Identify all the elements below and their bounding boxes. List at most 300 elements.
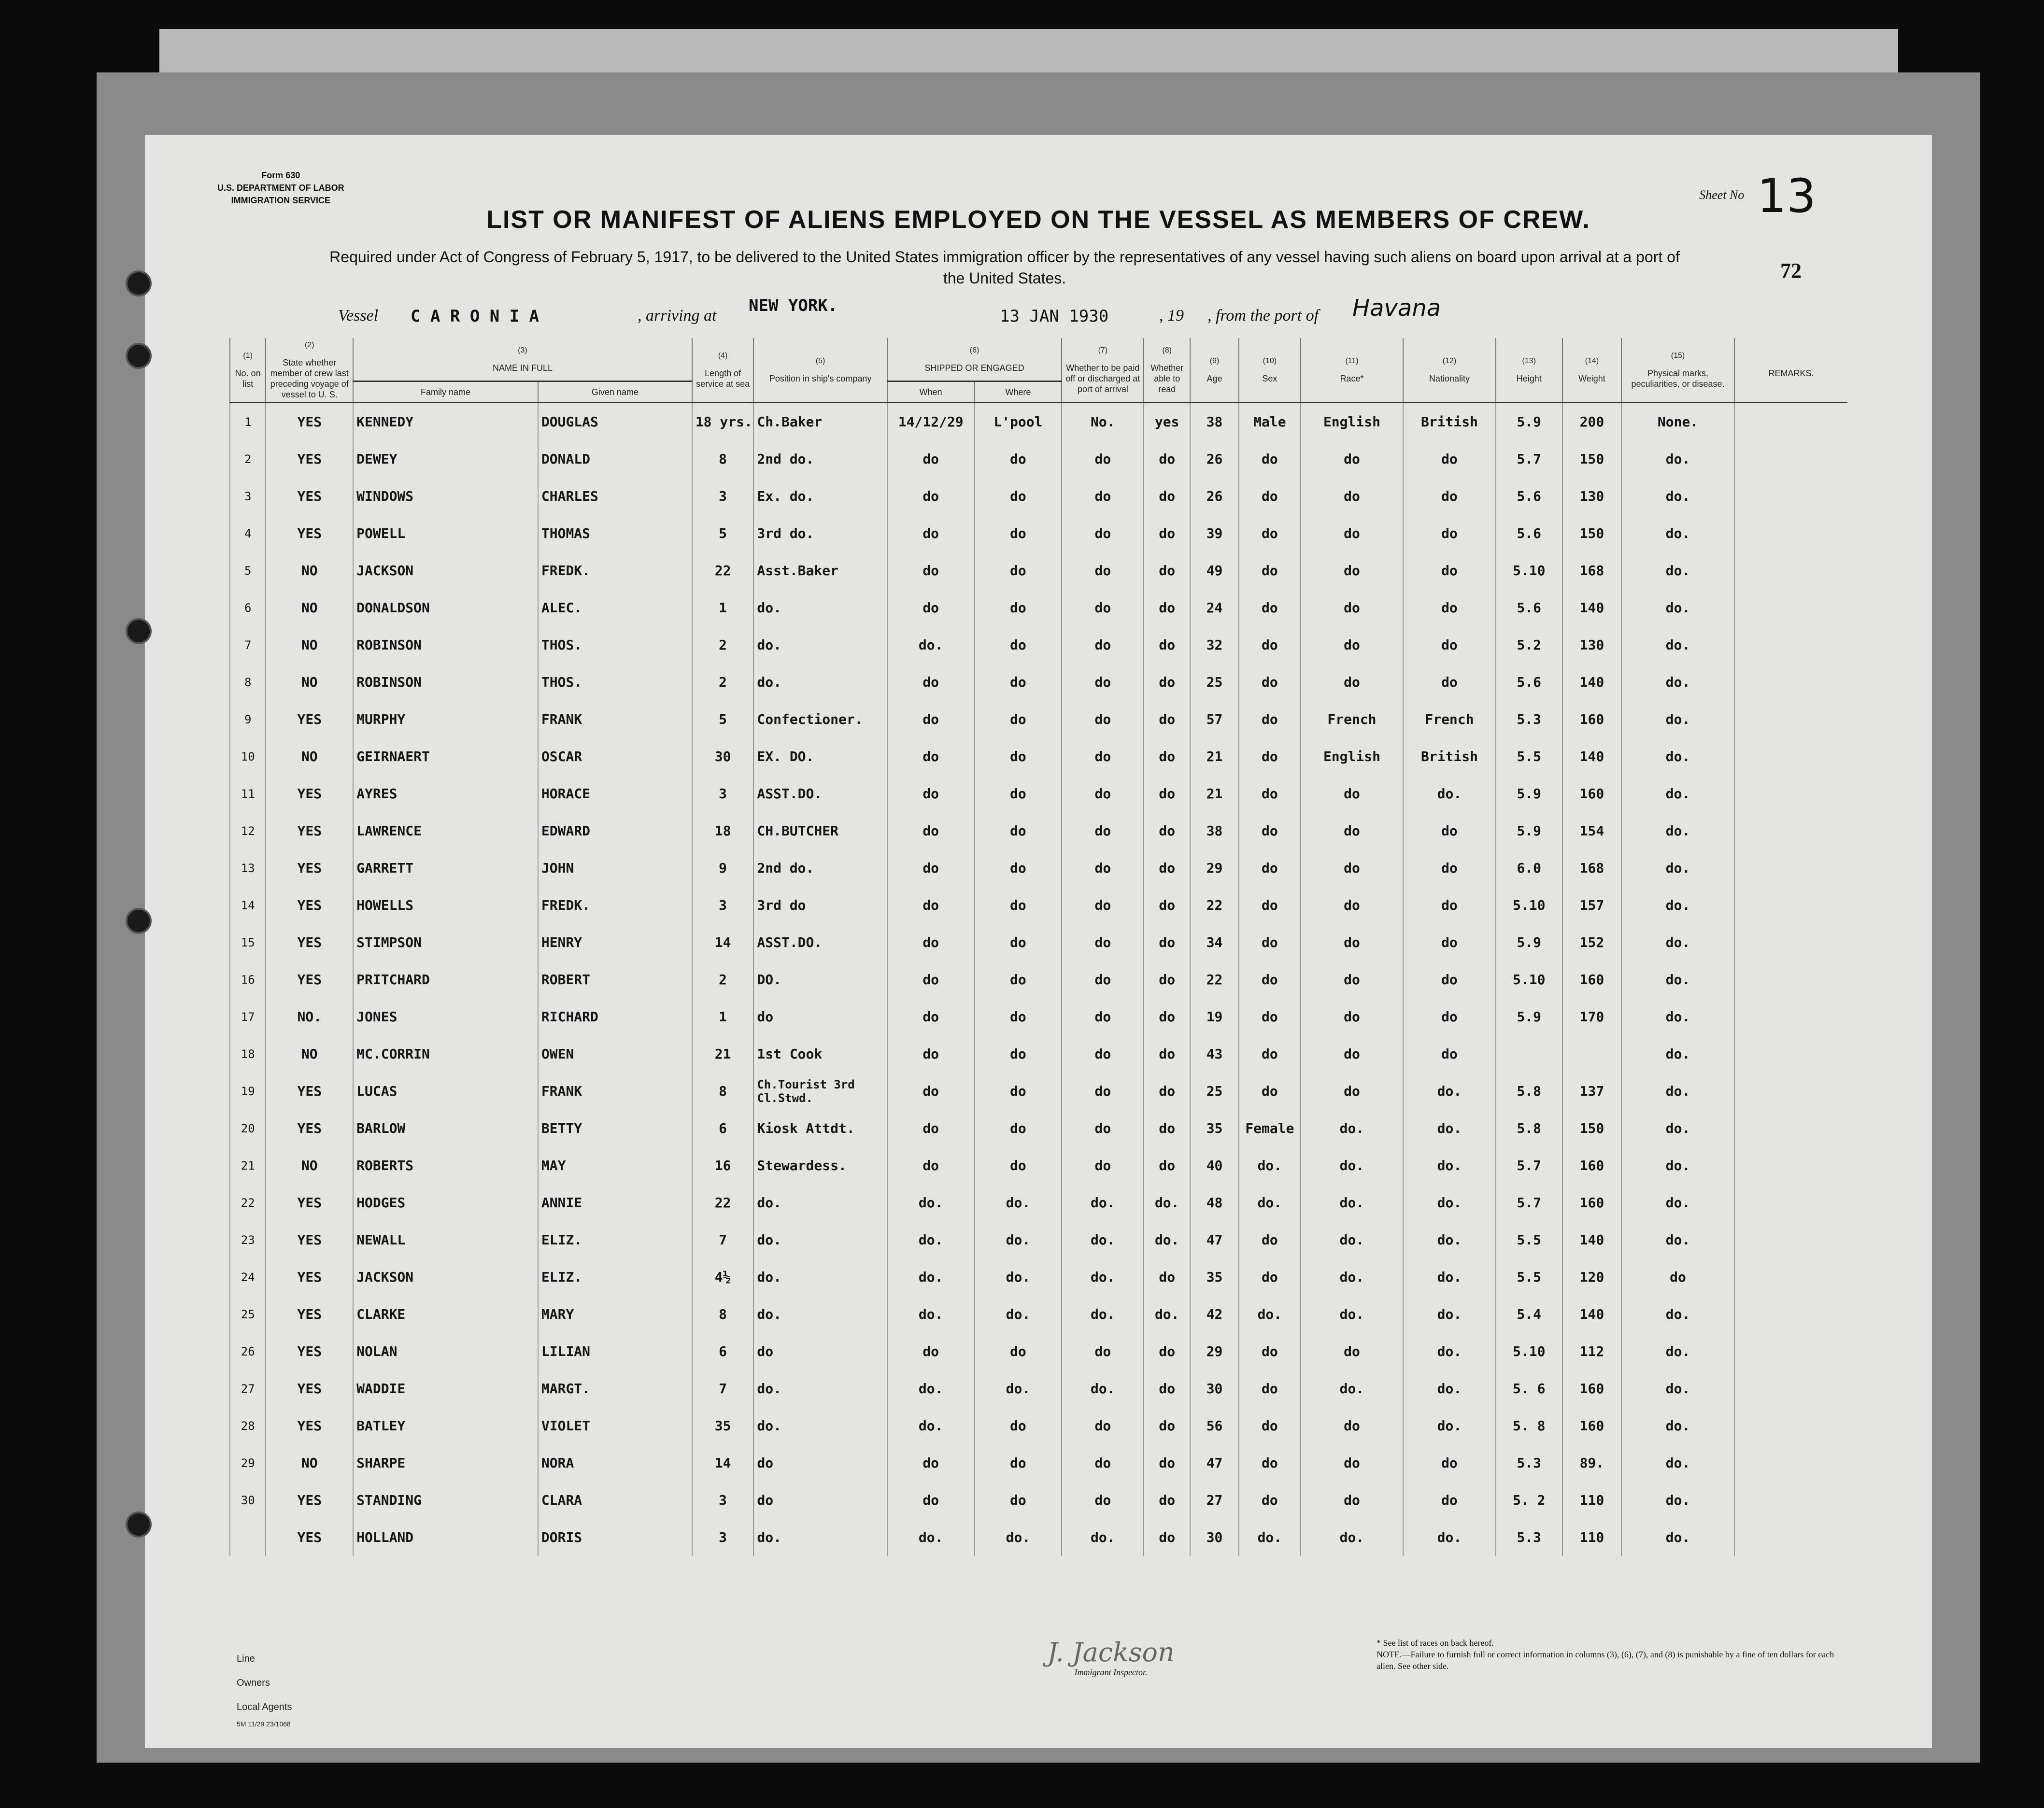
table-cell: WINDOWS [353,478,538,515]
table-cell: 27 [1190,1482,1239,1519]
table-cell: YES [266,1296,353,1333]
inspector-label: Immigrant Inspector. [1074,1667,1148,1677]
table-cell: 26 [230,1333,266,1370]
table-cell: do. [1301,1221,1404,1258]
column-number: (4) [718,352,728,360]
table-cell: do [1403,478,1495,515]
table-cell: 14 [692,1444,754,1482]
table-cell: 20 [230,1110,266,1147]
table-cell: 160 [1562,1184,1621,1221]
table-cell: STANDING [353,1482,538,1519]
table-cell: do [975,924,1062,961]
table-row [230,1296,1847,1333]
table-cell: ELIZ. [538,1221,692,1258]
column-header [1062,338,1144,403]
column-number: (10) [1263,357,1277,365]
table-cell: English [1301,738,1404,775]
table-cell: do [1144,775,1190,812]
table-cell: do. [1621,887,1734,924]
table-cell: do. [1403,1110,1495,1147]
table-cell: do. [1403,1407,1495,1444]
table-cell: YES [266,961,353,998]
table-cell: YES [266,1370,353,1407]
table-cell: do [1062,738,1144,775]
column-header [753,338,887,403]
table-row [230,626,1847,664]
table-cell: LILIAN [538,1333,692,1370]
table-cell: do. [753,1258,887,1296]
table-cell: do. [1403,1370,1495,1407]
table-cell: do [1239,589,1301,626]
table-cell: THOMAS [538,515,692,552]
table-cell: do [1144,664,1190,701]
table-cell: 22 [1190,961,1239,998]
table-cell: 22 [692,552,754,589]
table-cell: 5.3 [1496,1444,1562,1482]
table-cell: CLARA [538,1482,692,1519]
table-cell: 110 [1562,1519,1621,1556]
table-cell: do. [753,626,887,664]
column-label: No. on list [235,368,261,389]
table-row [230,1184,1847,1221]
table-row [230,478,1847,515]
table-cell: 120 [1562,1258,1621,1296]
table-cell: do. [1621,998,1734,1035]
column-header [887,338,1062,381]
table-cell: YES [266,1110,353,1147]
table-cell: NO [266,626,353,664]
column-number: (11) [1345,357,1359,365]
table-cell: do. [753,1407,887,1444]
table-cell: do [1239,701,1301,738]
table-cell: do [975,1482,1062,1519]
table-cell: do. [975,1258,1062,1296]
table-cell: 5 [230,552,266,589]
table-cell: do [975,1333,1062,1370]
table-cell: do. [753,1370,887,1407]
page-stamp: 72 [1780,259,1802,282]
table-row [230,515,1847,552]
binder-hole [126,618,152,644]
column-label: Nationality [1429,374,1470,383]
table-cell: do [1144,515,1190,552]
table-cell [1734,1221,1847,1258]
table-cell [1734,1296,1847,1333]
table-cell: 89. [1562,1444,1621,1482]
table-cell: 5 [692,701,754,738]
table-cell: do. [1062,1296,1144,1333]
table-cell: do [1144,738,1190,775]
departure-port: Havana [1352,295,1441,322]
table-cell: do. [1621,812,1734,849]
column-label: Whether to be paid off or discharged at port of arrival [1065,363,1140,394]
table-cell: do [887,478,975,515]
table-row [230,924,1847,961]
column-header [1403,338,1495,403]
table-cell: do [1239,1407,1301,1444]
column-header [1621,338,1734,403]
table-cell: JONES [353,998,538,1035]
table-row [230,701,1847,738]
footnote [1377,1637,1835,1672]
table-cell: do [1144,478,1190,515]
table-cell: OWEN [538,1035,692,1073]
table-cell: 3rd do. [753,515,887,552]
table-cell [1496,1035,1562,1073]
table-cell: do. [1144,1296,1190,1333]
table-cell: do. [1403,1333,1495,1370]
table-cell: Stewardess. [753,1147,887,1184]
column-number: (3) [518,346,527,355]
table-cell: do. [1621,701,1734,738]
table-cell: 19 [1190,998,1239,1035]
table-cell: do [1062,1444,1144,1482]
table-cell: NO [266,1147,353,1184]
table-cell: FREDK. [538,887,692,924]
service-name: IMMIGRATION SERVICE [231,196,331,205]
column-label: Physical marks, peculiarities, or disease. [1631,368,1725,389]
table-cell: do [1062,812,1144,849]
column-header [1239,338,1301,403]
table-cell: 16 [692,1147,754,1184]
table-cell: do [1062,1073,1144,1110]
table-cell: do [887,738,975,775]
table-cell: STIMPSON [353,924,538,961]
table-cell: NO [266,1444,353,1482]
table-cell: 8 [692,1073,754,1110]
arriving-label: , arriving at [638,307,717,325]
table-cell: 150 [1562,1110,1621,1147]
column-subheader: Where [975,381,1062,403]
table-cell: do. [1062,1519,1144,1556]
table-cell: 5. 8 [1496,1407,1562,1444]
table-cell: do. [1301,1519,1404,1556]
table-cell: 15 [230,924,266,961]
table-cell: do [887,440,975,478]
table-cell: do [1144,1073,1190,1110]
table-cell: do. [1301,1110,1404,1147]
table-cell: 5.7 [1496,1147,1562,1184]
binder-hole [126,1511,152,1538]
table-cell: YES [266,515,353,552]
table-cell: 152 [1562,924,1621,961]
table-cell: WADDIE [353,1370,538,1407]
table-cell: do. [1403,1147,1495,1184]
table-cell: do [1062,887,1144,924]
arriving-port: NEW YORK. [749,296,838,315]
table-cell: ASST.DO. [753,775,887,812]
table-cell: 14/12/29 [887,403,975,441]
table-row [230,1221,1847,1258]
table-cell: do [1239,440,1301,478]
table-cell: do. [975,1221,1062,1258]
table-cell: OSCAR [538,738,692,775]
table-cell: 7 [692,1221,754,1258]
table-cell: 1 [692,589,754,626]
table-cell: 18 yrs. [692,403,754,441]
line-field: Line [237,1653,255,1664]
table-cell: BATLEY [353,1407,538,1444]
table-cell: MARY [538,1296,692,1333]
table-cell: 57 [1190,701,1239,738]
table-cell: YES [266,1221,353,1258]
table-cell: do. [1621,515,1734,552]
table-cell: do [1062,849,1144,887]
table-cell: do. [1621,1184,1734,1221]
table-cell: 23 [230,1221,266,1258]
table-cell: 21 [230,1147,266,1184]
table-cell: do [1239,1333,1301,1370]
table-cell: do [975,1073,1062,1110]
table-cell: Confectioner. [753,701,887,738]
from-port-label: , from the port of [1207,307,1319,325]
table-cell [1734,1370,1847,1407]
column-number: (5) [815,357,825,365]
table-cell: do [1144,1370,1190,1407]
table-cell: 3 [230,478,266,515]
table-cell: do [1239,515,1301,552]
table-cell: YES [266,1333,353,1370]
table-cell: do [1403,1482,1495,1519]
table-cell: do [975,626,1062,664]
table-cell: do [1144,1519,1190,1556]
table-cell: do. [1062,1221,1144,1258]
table-cell: 14 [692,924,754,961]
column-header [266,338,353,403]
table-cell: do [887,1147,975,1184]
inspector-signature-block [966,1637,1256,1678]
table-cell: BARLOW [353,1110,538,1147]
table-cell: do [1062,924,1144,961]
table-cell: YES [266,775,353,812]
table-cell: do [1301,849,1404,887]
table-cell: do [975,440,1062,478]
table-cell [1734,664,1847,701]
table-cell: 140 [1562,1296,1621,1333]
table-cell: 30 [692,738,754,775]
table-cell [1734,1482,1847,1519]
table-cell: 42 [1190,1296,1239,1333]
table-cell: do [1239,1370,1301,1407]
table-cell: Kiosk Attdt. [753,1110,887,1147]
table-cell: 2nd do. [753,849,887,887]
table-cell: do [975,589,1062,626]
table-cell: 5.3 [1496,701,1562,738]
table-cell: 150 [1562,440,1621,478]
table-cell: 110 [1562,1482,1621,1519]
table-cell [1734,849,1847,887]
table-cell: MURPHY [353,701,538,738]
table-cell: do [1403,998,1495,1035]
table-cell [1734,626,1847,664]
table-cell [1734,1035,1847,1073]
table-cell: 3 [692,775,754,812]
table-cell: 8 [230,664,266,701]
table-cell: CHARLES [538,478,692,515]
table-cell: do [1144,961,1190,998]
table-cell: NORA [538,1444,692,1482]
table-cell: 25 [1190,1073,1239,1110]
column-label: Length of service at sea [696,368,750,389]
table-cell: do [887,924,975,961]
table-cell: do [1144,701,1190,738]
table-cell: do [753,1482,887,1519]
table-cell: do [1403,924,1495,961]
table-cell: 43 [1190,1035,1239,1073]
table-cell: YES [266,887,353,924]
column-label: NAME IN FULL [492,363,553,373]
table-cell: do [887,589,975,626]
table-cell: do [1403,961,1495,998]
table-cell: do [1301,924,1404,961]
table-cell: do. [1621,552,1734,589]
table-cell: EX. DO. [753,738,887,775]
table-cell: do [887,1035,975,1073]
table-cell: do [1144,1482,1190,1519]
print-code: 5M 11/29 23/1068 [237,1720,291,1728]
table-cell: do [887,515,975,552]
table-cell: MARGT. [538,1370,692,1407]
table-row [230,738,1847,775]
table-cell: do. [1301,1296,1404,1333]
table-cell: 5.7 [1496,1184,1562,1221]
table-cell: do. [753,1296,887,1333]
table-cell: do [1062,626,1144,664]
table-cell: YES [266,701,353,738]
table-cell: do [1403,552,1495,589]
table-cell: do [975,515,1062,552]
table-cell: 5.10 [1496,552,1562,589]
table-cell: do. [753,1184,887,1221]
table-cell: NO [266,552,353,589]
table-cell: do. [1621,849,1734,887]
table-cell: do [1239,961,1301,998]
column-label: Weight [1578,374,1605,383]
table-cell: 3rd do [753,887,887,924]
column-label: Height [1516,374,1542,383]
table-cell: 48 [1190,1184,1239,1221]
table-cell: do [975,738,1062,775]
table-cell: YES [266,924,353,961]
table-cell: do [975,478,1062,515]
vessel-label: Vessel [338,307,379,325]
column-header [1144,338,1190,403]
table-cell: 30 [230,1482,266,1519]
table-cell: 27 [230,1370,266,1407]
table-cell [1734,701,1847,738]
table-cell: No. [1062,403,1144,441]
footnote-penalty: NOTE.—Failure to furnish full or correct information in columns (3), (6), (7), and (8) is punishable by a fine of ten dollars for each alien. See other side. [1377,1650,1834,1671]
table-cell: French [1403,701,1495,738]
table-cell: ANNIE [538,1184,692,1221]
table-cell: do [1301,775,1404,812]
owners-field: Owners [237,1678,270,1688]
sheet-value: 13 [1757,169,1816,223]
table-cell: 18 [692,812,754,849]
table-cell: ALEC. [538,589,692,626]
table-row [230,1519,1847,1556]
table-cell: 6 [692,1110,754,1147]
column-number: (2) [304,341,314,349]
table-cell [230,1519,266,1556]
binder-hole [126,270,152,297]
table-cell: EDWARD [538,812,692,849]
column-header [1190,338,1239,403]
column-number: (15) [1671,352,1685,360]
column-number: (8) [1162,346,1172,354]
table-cell: do [975,1407,1062,1444]
table-cell: DOUGLAS [538,403,692,441]
table-cell: do. [1301,1370,1404,1407]
table-cell: JOHN [538,849,692,887]
table-cell: British [1403,403,1495,441]
table-cell: 1 [230,403,266,441]
table-cell: do. [1062,1370,1144,1407]
table-cell: do [1301,887,1404,924]
table-cell: do [1403,626,1495,664]
table-cell: 5.9 [1496,924,1562,961]
table-cell: 5.8 [1496,1110,1562,1147]
table-cell: do [1239,1444,1301,1482]
table-cell: do [1062,552,1144,589]
table-cell [1734,924,1847,961]
table-cell: do [1144,440,1190,478]
table-cell: 5.10 [1496,1333,1562,1370]
table-cell: do [1239,664,1301,701]
table-cell [1734,1444,1847,1482]
local-agents-field: Local Agents [237,1702,292,1712]
table-cell: do [887,1482,975,1519]
table-cell: 5.6 [1496,589,1562,626]
table-cell [1734,998,1847,1035]
table-cell: 3 [692,1482,754,1519]
table-cell: 6 [692,1333,754,1370]
page-title: LIST OR MANIFEST OF ALIENS EMPLOYED ON THE VESSEL AS MEMBERS OF CREW. [486,206,1590,234]
table-cell: 140 [1562,1221,1621,1258]
table-cell: LAWRENCE [353,812,538,849]
table-cell: 5.9 [1496,403,1562,441]
table-cell: 5.10 [1496,961,1562,998]
table-row [230,1482,1847,1519]
table-cell: do [887,1073,975,1110]
column-header [1734,338,1847,403]
table-cell: do [1062,515,1144,552]
table-row [230,998,1847,1035]
table-cell: 5.9 [1496,998,1562,1035]
table-cell [1734,1407,1847,1444]
table-cell: do. [887,1258,975,1296]
table-cell [1734,775,1847,812]
table-cell: 35 [1190,1258,1239,1296]
table-cell: 5 [692,515,754,552]
column-header [1301,338,1404,403]
table-cell: do [1403,664,1495,701]
table-cell: 130 [1562,478,1621,515]
table-cell: do [975,1035,1062,1073]
table-cell: do [1239,626,1301,664]
table-cell: 21 [1190,775,1239,812]
table-cell: YES [266,403,353,441]
table-cell: YES [266,478,353,515]
table-cell: 5. 2 [1496,1482,1562,1519]
table-cell: 168 [1562,552,1621,589]
table-cell: 168 [1562,849,1621,887]
table-cell: 21 [692,1035,754,1073]
table-cell: Asst.Baker [753,552,887,589]
table-cell: do. [975,1184,1062,1221]
table-cell [1734,552,1847,589]
table-cell: LUCAS [353,1073,538,1110]
